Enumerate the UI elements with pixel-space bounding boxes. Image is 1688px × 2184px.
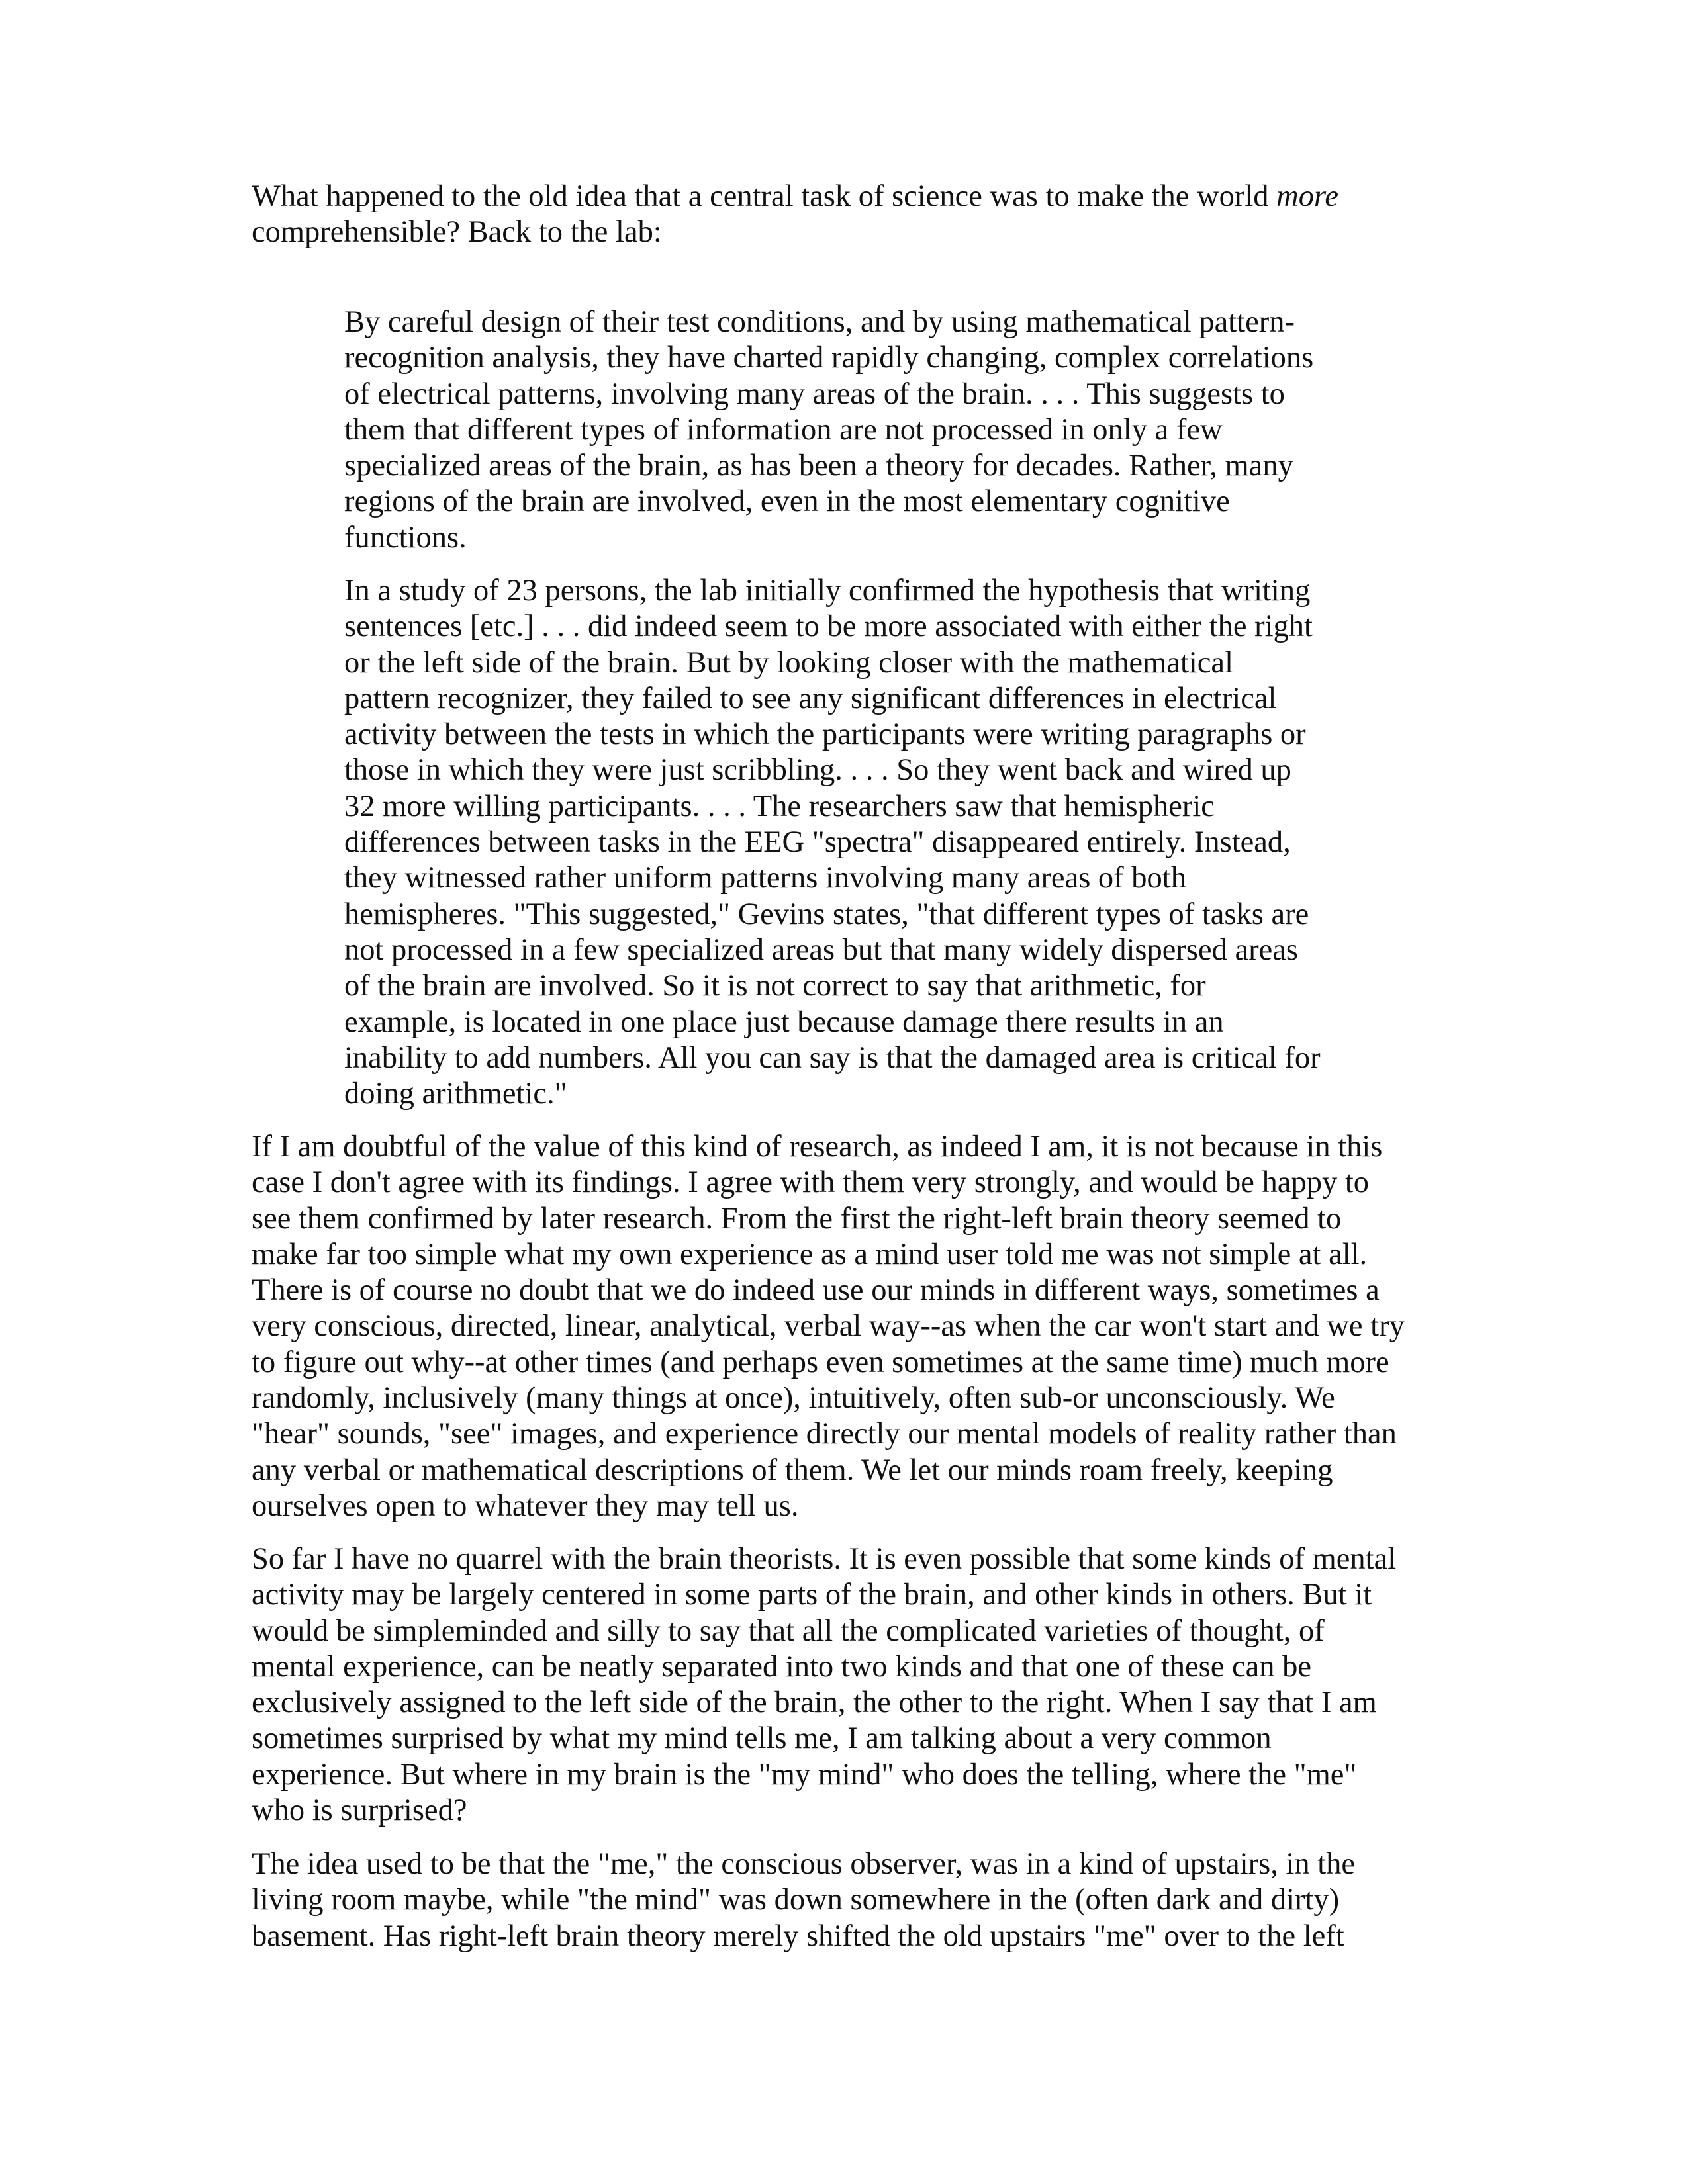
text-line: inability to add numbers. All you can say is that the damaged area is critical for [344, 1040, 1321, 1075]
block-quote-1 [344, 304, 1313, 556]
text-line: exclusively assigned to the left side of the brain, the other to the right. When I say that I am [252, 1686, 1377, 1720]
text-line: experience. But where in my brain is the "my mind" who does the telling, where the "me" [252, 1757, 1357, 1792]
block-quote-2 [344, 573, 1321, 1112]
text-line: regions of the brain are involved, even in the most elementary cognitive [344, 484, 1230, 519]
text-line: of electrical patterns, involving many areas of the brain. . . . This suggests to [344, 377, 1285, 411]
intro-line-1-text: What happened to the old idea that a central task of science was to make the world [252, 179, 1277, 213]
text-line: to figure out why--at other times (and perhaps even sometimes at the same time) much more [252, 1345, 1389, 1379]
text-line: they witnessed rather uniform patterns involving many areas of both [344, 861, 1186, 895]
text-line: make far too simple what my own experience as a mind user told me was not simple at all. [252, 1237, 1368, 1271]
text-line: By careful design of their test conditions, and by using mathematical pattern- [344, 305, 1295, 339]
text-line: who is surprised? [252, 1794, 467, 1828]
text-line: of the brain are involved. So it is not correct to say that arithmetic, for [344, 969, 1206, 1003]
text-line: living room maybe, while "the mind" was down somewhere in the (often dark and dirty) [252, 1883, 1340, 1917]
body-paragraph-1 [252, 1129, 1405, 1524]
text-line: differences between tasks in the EEG "spectra" disappeared entirely. Instead, [344, 825, 1291, 860]
text-line: In a study of 23 persons, the lab initially confirmed the hypothesis that writing [344, 574, 1311, 608]
text-line: see them confirmed by later research. From the first the right-left brain theory seemed to [252, 1201, 1342, 1236]
text-line: them that different types of information are not processed in only a few [344, 412, 1223, 447]
text-line: example, is located in one place just because damage there results in an [344, 1005, 1224, 1039]
intro-line-2: comprehensible? Back to the lab: [252, 215, 662, 250]
text-line: activity may be largely centered in some parts of the brain, and other kinds in others. But it [252, 1578, 1372, 1612]
text-line: The idea used to be that the "me," the conscious observer, was in a kind of upstairs, in the [252, 1847, 1356, 1881]
text-line: any verbal or mathematical descriptions of them. We let our minds roam freely, keeping [252, 1453, 1333, 1487]
text-line: functions. [344, 520, 467, 555]
text-line: specialized areas of the brain, as has been a theory for decades. Rather, many [344, 449, 1293, 483]
text-line: recognition analysis, they have charted rapidly changing, complex correlations [344, 341, 1314, 375]
text-line: basement. Has right-left brain theory merely shifted the old upstairs "me" over to the left [252, 1919, 1344, 1953]
text-line: hemispheres. "This suggested," Gevins states, "that different types of tasks are [344, 897, 1309, 931]
text-line: sentences [etc.] . . . did indeed seem to be more associated with either the right [344, 610, 1313, 644]
text-line: those in which they were just scribbling. . . . So they went back and wired up [344, 753, 1291, 788]
text-line: So far I have no quarrel with the brain theorists. It is even possible that some kinds of mental [252, 1542, 1397, 1576]
text-line: pattern recognizer, they failed to see any significant differences in electrical [344, 681, 1277, 715]
text-line: randomly, inclusively (many things at once), intuitively, often sub-or unconsciously. We [252, 1381, 1335, 1416]
body-paragraph-2 [252, 1541, 1396, 1829]
text-line: case I don't agree with its findings. I agree with them very strongly, and would be happy to [252, 1165, 1369, 1200]
text-line: ourselves open to whatever they may tell us. [252, 1488, 799, 1523]
text-line: would be simpleminded and silly to say that all the complicated varieties of thought, of [252, 1614, 1325, 1648]
text-line: activity between the tests in which the participants were writing paragraphs or [344, 717, 1306, 752]
text-line: "hear" sounds, "see" images, and experience directly our mental models of reality rather than [252, 1417, 1397, 1451]
intro-line-1 [252, 179, 1338, 214]
text-line: doing arithmetic." [344, 1077, 567, 1111]
text-line: sometimes surprised by what my mind tells me, I am talking about a very common [252, 1721, 1272, 1756]
text-line: 32 more willing participants. . . . The researchers saw that hemispheric [344, 789, 1215, 823]
body-paragraph-3 [252, 1846, 1355, 1954]
intro-paragraph [252, 179, 1338, 251]
text-line: very conscious, directed, linear, analytical, verbal way--as when the car won't start and we try [252, 1309, 1405, 1343]
text-line: There is of course no doubt that we do indeed use our minds in different ways, sometimes a [252, 1273, 1380, 1308]
intro-emphasis-more: more [1276, 179, 1338, 213]
text-line: or the left side of the brain. But by looking closer with the mathematical [344, 645, 1233, 680]
text-line: mental experience, can be neatly separated into two kinds and that one of these can be [252, 1649, 1312, 1684]
text-line: If I am doubtful of the value of this kind of research, as indeed I am, it is not because in this [252, 1130, 1383, 1163]
text-line: not processed in a few specialized areas but that many widely dispersed areas [344, 933, 1298, 967]
